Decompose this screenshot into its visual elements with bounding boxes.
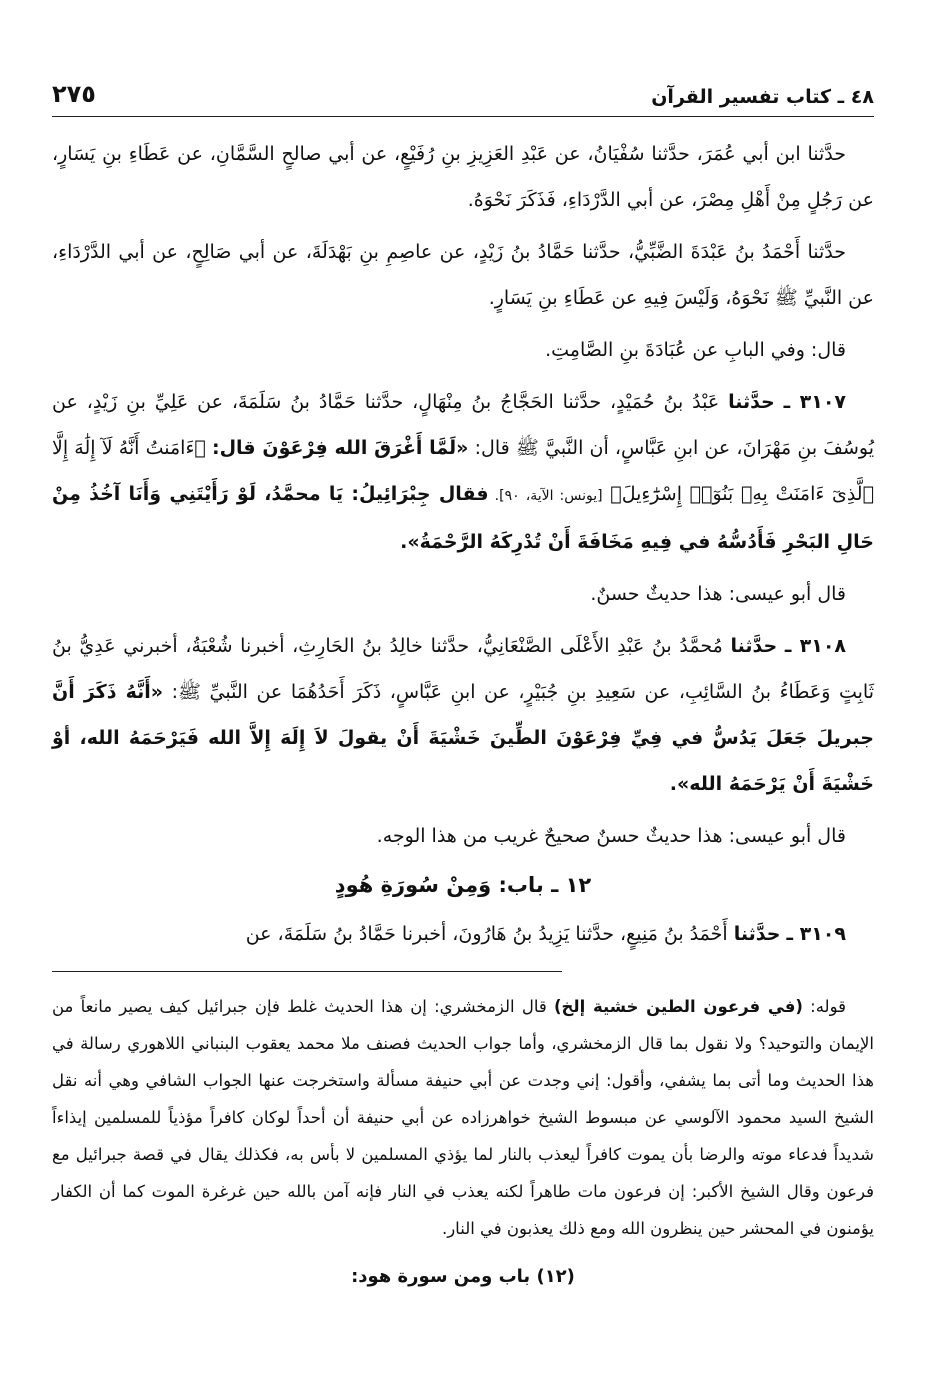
- hadith-3108: [52, 623, 874, 807]
- hadith-number: ٣١٠٩ ـ: [786, 923, 846, 945]
- section-heading: ١٢ ـ باب: وَمِنْ سُورَةِ هُودٍ: [334, 873, 592, 897]
- hadith-matn-continued: فقال جِبْرَائِيلُ: يَا محمَّدُ، لَوْ رَأَيْتَنِي وَأَنَا آخُذُ مِنْ حَالِ البَحْرِ فَأَدُسُّهُ في فِيهِ مَخَافَةَ أَنْ تُدْرِكَهُ الرَّحْمَةُ».: [52, 483, 874, 553]
- grading-3107: [52, 571, 874, 617]
- footnote-quote: (في فرعون الطين خشية إلخ): [553, 997, 803, 1016]
- paragraph-text: قال: وفي البابِ عن عُبَادَةَ بنِ الصَّامِتِ.: [545, 339, 846, 361]
- grading-3108: [52, 813, 874, 859]
- hadith-matn: «لَمَّا أَغْرَقَ الله فِرْعَوْنَ قال:: [211, 437, 469, 459]
- paragraph-bab-note: [52, 327, 874, 373]
- haddathana-word: حدَّثنا: [728, 391, 775, 413]
- footnote-divider: [52, 971, 562, 972]
- haddathana-word: حدَّثنا: [733, 923, 781, 945]
- footnote-body: قال الزمخشري: إن هذا الحديث غلط فإن جبرائيل كيف يصير مانعاً من الإيمان والتوحيد؟ ولا نقول بما قال الزمخشري، وأما جواب الحديث فصنف ملا محمد يعقوب البنباني اللاهوري رسالة في هذا الحديث وما أتى بما يشفي، وأقول: إني وجدت عن أبي حنيفة مسألة واستخرجت عنها الجواب الشافي وهي أنه نقل الشيخ السيد محمود الآلوسي عن مبسوط الشيخ خواهرزاده عن أبي حنيفة أن أحداً لوكان كافراً مؤذياً للمسلمين إيذاءاً شديداً فدعاء موته والرضا بأن يموت كافراً ليعذب بالنار لما يؤذي المسلمين لا بأس به، فكذلك يقال في قصة جبرائيل مع فرعون وقال الشيخ الأكبر: إن فرعون مات طاهراً لكنه يعذب في النار فإنه آمن بالله حين غرغرة الموت كما أن الكفار يؤمنون في المحشر حين ينظرون الله ومع ذلك يعذبون في النار.: [52, 997, 874, 1238]
- paragraph-text: حدَّثنا أَحْمَدُ بنُ عَبْدَةَ الضَّبِّيُّ، حدَّثنا حَمَّادُ بنُ زَيْدٍ، عن عاصِمِ بنِ بَهْدَلَةَ، عن أبي صَالِحٍ، عن أبي الدَّرْدَاءِ، عن النَّبيِّ ﷺ نَحْوَهُ، وَلَيْسَ فِيهِ عن عَطَاءِ بنِ يَسَارٍ.: [52, 241, 874, 309]
- main-text: [52, 131, 874, 957]
- chapter-title: ٤٨ ـ كتاب تفسير القرآن: [651, 86, 874, 108]
- paragraph-text: قال أبو عيسى: هذا حديثٌ حسنٌ.: [590, 583, 846, 605]
- paragraph-text: قال أبو عيسى: هذا حديثٌ حسنٌ صحيحٌ غريب من هذا الوجه.: [376, 825, 846, 847]
- page-number: ٢٧٥: [52, 80, 96, 108]
- hadith-isnad: أَحْمَدُ بنُ مَنِيعٍ، حدَّثنا يَزِيدُ بنُ هَارُونَ، أخبرنا حَمَّادُ بنُ سَلَمَةَ، عن: [245, 923, 734, 945]
- header-divider: [52, 116, 874, 117]
- footnote-section-heading: (١٢) باب ومن سورة هود:: [351, 1266, 575, 1287]
- hadith-number: ٣١٠٧ ـ: [783, 391, 847, 413]
- hadith-3107: [52, 379, 874, 565]
- footnote-intro: قوله:: [802, 997, 846, 1016]
- footnotes: [52, 988, 874, 1295]
- hadith-isnad: مُحمَّدُ بنُ عَبْدِ الأَعْلَى الصَّنْعَانِيُّ، حدَّثنا خالِدُ بنُ الحَارِثِ، أخبرنا شُعْبَةُ، أخبرني عَدِيُّ بنُ ثَابِتٍ وَعَطَاءُ بنُ السَّائِبِ، عن سَعِيدِ بنِ جُبَيْرٍ، عن ابنِ عَبَّاسٍ، ذَكَرَ أَحَدُهُمَا عن النَّبيِّ ﷺ:: [52, 635, 874, 703]
- hadith-3109: [52, 911, 874, 957]
- hadith-number: ٣١٠٨ ـ: [784, 635, 847, 657]
- haddathana-word: حدَّثنا: [730, 635, 778, 657]
- hadith-matn: «أَنَّهُ ذَكَرَ أَنَّ جبريلَ جَعَلَ يَدُسُّ في فِيِّ فِرْعَوْنَ الطِّينَ خَشْيَةَ أَنْ يقولَ لاَ إِلَهَ إِلاَّ الله فَيَرْحَمَهُ الله، أوْ خَشْيَةَ أَنْ يَرْحَمَهُ الله».: [52, 681, 874, 795]
- quran-verse: ﴿ءَامَنتُ أَنَّهُ لَآ إِلَٰهَ إِلَّا ٱلَّذِىٓ ءَامَنَتْ بِهِۦ بَنُوٓا۟ إِسْرَٰٓءِيلَ﴾: [52, 437, 874, 505]
- verse-reference: [يونس: الآية، ٩٠].: [488, 488, 603, 504]
- paragraph-isnad-2: [52, 229, 874, 321]
- footnote-paragraph: [52, 988, 874, 1247]
- page: [52, 70, 874, 1360]
- page-header: [52, 70, 874, 112]
- paragraph-isnad-1: [52, 131, 874, 223]
- hadith-isnad: عَبْدُ بنُ حُمَيْدٍ، حدَّثنا الحَجَّاجُ بنُ مِنْهَالٍ، حدَّثنا حَمَّادُ بنُ سَلَمَةَ، عن عَلِيِّ بنِ زَيْدٍ، عن يُوسُفَ بنِ مَهْرَانَ، عن ابنِ عَبَّاسٍ، أن النَّبيَّ ﷺ قال:: [52, 391, 874, 459]
- paragraph-text: حدَّثنا ابن أبي عُمَرَ، حدَّثنا سُفْيَانُ، عن عَبْدِ العَزِيزِ بنِ رُفَيْعٍ، عن أبي صالحٍ السَّمَّانِ، عن عَطَاءِ بنِ يَسَارٍ، عن رَجُلٍ مِنْ أَهْلِ مِصْرَ، عن أبي الدَّرْدَاءِ، فَذَكَرَ نَحْوَهُ.: [52, 143, 874, 211]
